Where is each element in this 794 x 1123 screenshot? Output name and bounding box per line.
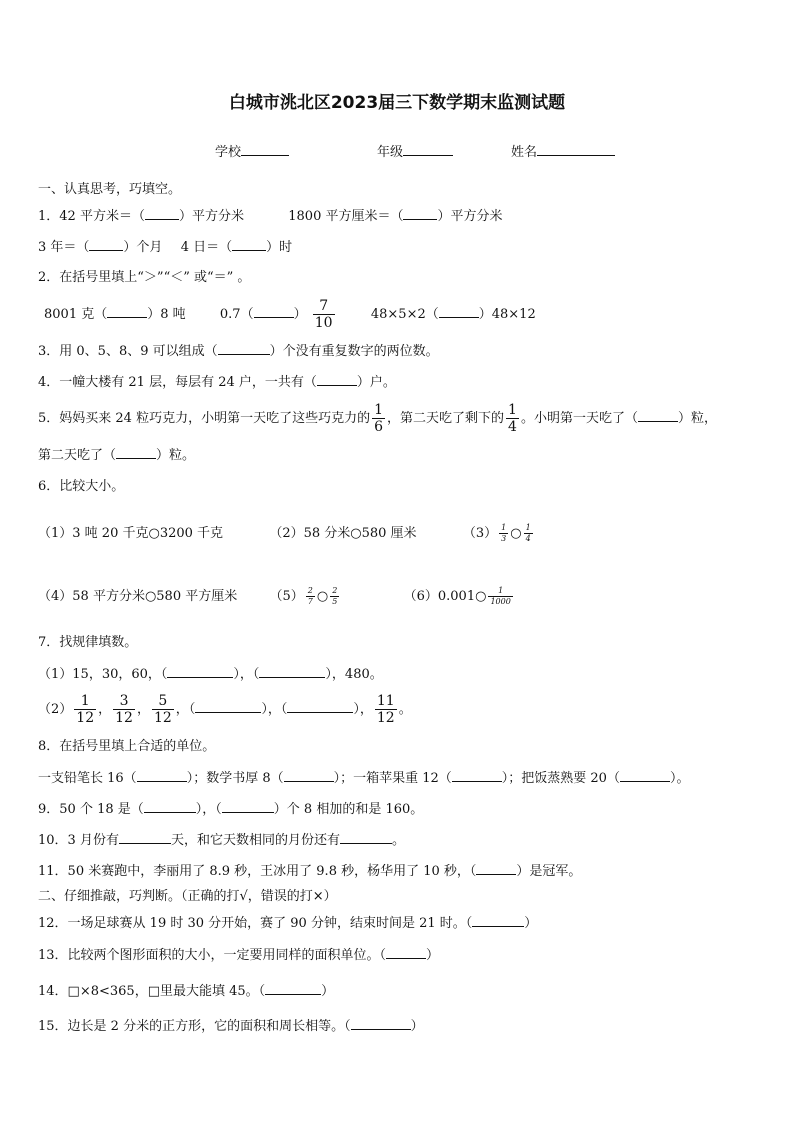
q2-a-post: ）8 吨 <box>147 307 186 322</box>
fraction-numerator: 1 <box>374 402 383 418</box>
q10-pre: 10．3 月份有 <box>38 833 119 848</box>
q14-post: ） <box>321 984 335 999</box>
q5-pre: 5．妈妈买来 24 粒巧克力，小明第一天吃了这些巧克力的 <box>38 411 371 426</box>
question-5-line-1 <box>38 400 717 438</box>
q6-item-5-label: （5） <box>269 589 304 604</box>
fraction-numerator: 7 <box>319 298 329 314</box>
q5-blank-2[interactable] <box>116 446 156 459</box>
q9-pre: 9．50 个 18 是（ <box>38 802 144 817</box>
comma: ， <box>175 702 189 717</box>
grade-blank[interactable] <box>403 143 453 156</box>
q8-b: ）；数学书厚 8（ <box>186 771 284 786</box>
q1-a-post: ）平方分米 <box>178 209 244 224</box>
question-9 <box>38 800 423 819</box>
q2-c-post: ）48×12 <box>478 307 536 322</box>
fraction-denominator: 12 <box>376 710 395 726</box>
q7-fraction-1 <box>74 694 96 725</box>
fraction-numerator: 2 <box>332 586 338 595</box>
period: 。 <box>398 702 412 717</box>
fraction-numerator: 2 <box>307 586 313 595</box>
q15-pre: 15．边长是 2 分米的正方形，它的面积和周长相等。（ <box>38 1019 351 1034</box>
q13-pre: 13．比较两个图形面积的大小，一定要用同样的面积单位。（ <box>38 948 387 963</box>
q6-item-4: （4）58 平方分米○580 平方厘米 <box>38 589 238 604</box>
q4-post: ）户。 <box>356 375 396 390</box>
q7-l1-mid: ），（ <box>233 667 260 682</box>
q11-pre: 11．50 米赛跑中，李丽用了 8.9 秒，王冰用了 9.8 秒，杨华用了 10 秒，（ <box>38 864 477 879</box>
school-field <box>215 141 289 160</box>
question-1-line-2 <box>38 238 292 257</box>
q14-pre: 14．□×8<365，□里最大能填 45。（ <box>38 984 266 999</box>
question-14 <box>38 982 334 1001</box>
q1-a-pre: 1．42 平方米＝（ <box>38 209 145 224</box>
q1-c-blank[interactable] <box>89 238 123 251</box>
fraction-denominator: 3 <box>501 534 507 543</box>
fraction-denominator: 6 <box>374 419 383 435</box>
q9-blank-1[interactable] <box>144 800 196 813</box>
q8-blank-4[interactable] <box>620 769 670 782</box>
question-7-line-2 <box>38 691 412 729</box>
question-3 <box>38 342 439 361</box>
question-6-text: 6．比较大小。 <box>38 479 125 494</box>
school-label: 学校 <box>215 145 242 160</box>
q2-b-post: ） <box>293 307 307 322</box>
page-title: 白城市洮北区2023届三下数学期末监测试题 <box>228 93 566 113</box>
q5-mid: ，第二天吃了剩下的 <box>387 411 505 426</box>
q8-d: ）；把饭蒸熟要 20（ <box>501 771 620 786</box>
q9-blank-2[interactable] <box>222 800 274 813</box>
q12-post: ） <box>524 916 538 931</box>
fraction-numerator: 5 <box>158 693 168 709</box>
question-5-line-2 <box>38 446 195 465</box>
fraction-denominator: 4 <box>525 534 531 543</box>
q10-blank-1[interactable] <box>119 831 171 844</box>
q2-c-blank[interactable] <box>439 305 479 318</box>
q15-answer-blank[interactable] <box>351 1017 411 1030</box>
fraction-denominator: 12 <box>115 710 133 726</box>
question-8-line <box>38 769 689 788</box>
close-paren: ）， <box>353 702 373 717</box>
q8-blank-1[interactable] <box>137 769 187 782</box>
q5-line2-pre: 第二天吃了（ <box>38 448 117 463</box>
section-2-heading: 二、仔细推敲，巧判断。（正确的打√，错误的打×） <box>38 889 337 904</box>
q7-l2-blank-2[interactable] <box>287 700 353 713</box>
q7-fraction-4 <box>375 694 397 725</box>
q2-a-blank[interactable] <box>107 305 147 318</box>
grade-label: 年级 <box>377 145 404 160</box>
q2-b-fraction <box>313 299 335 330</box>
compare-circle[interactable]: ○ <box>316 589 329 604</box>
q1-c-mid: ）个月 <box>123 240 163 255</box>
fraction-denominator: 12 <box>76 710 95 726</box>
question-10 <box>38 831 405 850</box>
q4-blank[interactable] <box>317 373 357 386</box>
name-label: 姓名 <box>511 145 538 160</box>
fraction-numerator: 11 <box>376 693 395 709</box>
q5-mid2: 。小明第一天吃了（ <box>520 411 638 426</box>
name-blank[interactable] <box>537 143 615 156</box>
name-field <box>511 141 615 160</box>
q2-b-blank[interactable] <box>254 305 294 318</box>
q6-item-2: （2）58 分米○580 厘米 <box>269 526 417 541</box>
q12-answer-blank[interactable] <box>472 914 524 927</box>
q9-mid: ），（ <box>195 802 222 817</box>
question-11 <box>38 862 581 881</box>
q10-mid: 天，和它天数相同的月份还有 <box>170 833 340 848</box>
q14-answer-blank[interactable] <box>265 982 321 995</box>
close-paren: ）， <box>261 702 281 717</box>
q15-post: ） <box>410 1019 424 1034</box>
q5-post: ）粒， <box>677 411 717 426</box>
q7-fraction-2 <box>113 694 135 725</box>
q13-answer-blank[interactable] <box>386 946 426 959</box>
open-paren: （ <box>280 702 288 717</box>
q7-fraction-3 <box>152 694 174 725</box>
fraction-numerator: 1 <box>525 523 531 532</box>
question-7-text: 7．找规律填数。 <box>38 635 138 650</box>
fraction-denominator: 1000 <box>490 597 511 606</box>
q1-c-pre: 3 年＝（ <box>38 240 90 255</box>
q9-post: ）个 8 相加的和是 160。 <box>273 802 424 817</box>
q1-d-pre: 4 日＝（ <box>180 240 233 255</box>
q3-post: ）个没有重复数字的两位数。 <box>269 344 439 359</box>
fraction-numerator: 1 <box>501 523 507 532</box>
question-15 <box>38 1017 424 1036</box>
q1-d-blank[interactable] <box>232 238 266 251</box>
question-13 <box>38 946 439 965</box>
fraction-numerator: 3 <box>119 693 129 709</box>
q1-b-pre: 1800 平方厘米＝（ <box>288 209 404 224</box>
q10-post: 。 <box>391 833 405 848</box>
q11-blank[interactable] <box>476 862 516 875</box>
q5-fraction-2 <box>506 403 519 434</box>
question-6-row-1 <box>38 524 535 544</box>
question-7-line-1 <box>38 665 383 684</box>
q5-fraction-1 <box>372 403 385 434</box>
fraction-numerator: 1 <box>80 693 90 709</box>
q7-l2-pre: （2） <box>38 702 73 717</box>
question-1-line-1 <box>38 207 502 226</box>
q7-l1-pre: （1）15，30，60，（ <box>38 667 168 682</box>
q7-l1-post: ），480。 <box>325 667 383 682</box>
q8-e: ）。 <box>669 771 690 786</box>
q6-item-5-fraction-1 <box>306 587 315 606</box>
question-6-row-2 <box>38 587 515 607</box>
section-1-heading: 一、认真思考，巧填空。 <box>38 182 182 197</box>
q6-item-3-label: （3） <box>462 526 498 541</box>
school-blank[interactable] <box>241 143 289 156</box>
q6-item-5-fraction-2 <box>330 587 339 606</box>
q6-item-6-fraction <box>488 587 512 606</box>
question-4 <box>38 373 396 392</box>
q2-a-pre: 8001 克（ <box>44 307 108 322</box>
q2-b-pre: 0.7（ <box>219 307 254 322</box>
grade-field <box>377 141 453 160</box>
q4-pre: 4．一幢大楼有 21 层，每层有 24 户，一共有（ <box>38 375 317 390</box>
question-2-items <box>44 296 536 334</box>
q7-l1-blank-1[interactable] <box>167 665 233 678</box>
comma: ， <box>98 702 112 717</box>
q8-a: 一支铅笔长 16（ <box>38 771 137 786</box>
q1-d-post: ）时 <box>266 240 293 255</box>
fraction-denominator: 5 <box>332 597 338 606</box>
q6-item-3-fraction-2 <box>524 524 533 543</box>
q6-item-6-label: （6）0.001○ <box>403 589 487 604</box>
compare-circle[interactable]: ○ <box>510 526 522 541</box>
q8-blank-3[interactable] <box>452 769 502 782</box>
q12-pre: 12．一场足球赛从 19 时 30 分开始，赛了 90 分钟，结束时间是 21 时。（ <box>38 916 473 931</box>
q7-l2-blank-1[interactable] <box>195 700 261 713</box>
fraction-denominator: 4 <box>508 419 517 435</box>
q6-item-3-fraction-1 <box>499 524 508 543</box>
q1-b-post: ）平方分米 <box>437 209 503 224</box>
q13-post: ） <box>426 948 440 963</box>
fraction-denominator: 12 <box>153 710 172 726</box>
question-12 <box>38 914 537 933</box>
fraction-numerator: 1 <box>508 402 517 418</box>
fraction-numerator: 1 <box>498 586 504 595</box>
comma: ， <box>136 702 150 717</box>
q1-b-blank[interactable] <box>403 207 437 220</box>
q8-blank-2[interactable] <box>284 769 334 782</box>
q11-post: ）是冠军。 <box>516 864 582 879</box>
q3-pre: 3．用 0、5、8、9 可以组成（ <box>38 344 218 359</box>
question-8-text: 8．在括号里填上合适的单位。 <box>38 739 216 754</box>
open-paren: （ <box>188 702 196 717</box>
q5-blank-1[interactable] <box>638 409 678 422</box>
q6-item-1: （1）3 吨 20 千克○3200 千克 <box>38 526 224 541</box>
q5-line2-post: ）粒。 <box>156 448 196 463</box>
q1-a-blank[interactable] <box>145 207 179 220</box>
fraction-denominator: 7 <box>307 597 313 606</box>
q2-c-pre: 48×5×2（ <box>370 307 439 322</box>
fraction-denominator: 10 <box>314 315 333 331</box>
question-2-text: 2．在括号里填上“＞”“＜” 或“＝” 。 <box>38 270 251 285</box>
q7-l1-blank-2[interactable] <box>259 665 325 678</box>
q8-c: ）；一箱苹果重 12（ <box>333 771 452 786</box>
q3-blank[interactable] <box>218 342 270 355</box>
q10-blank-2[interactable] <box>340 831 392 844</box>
